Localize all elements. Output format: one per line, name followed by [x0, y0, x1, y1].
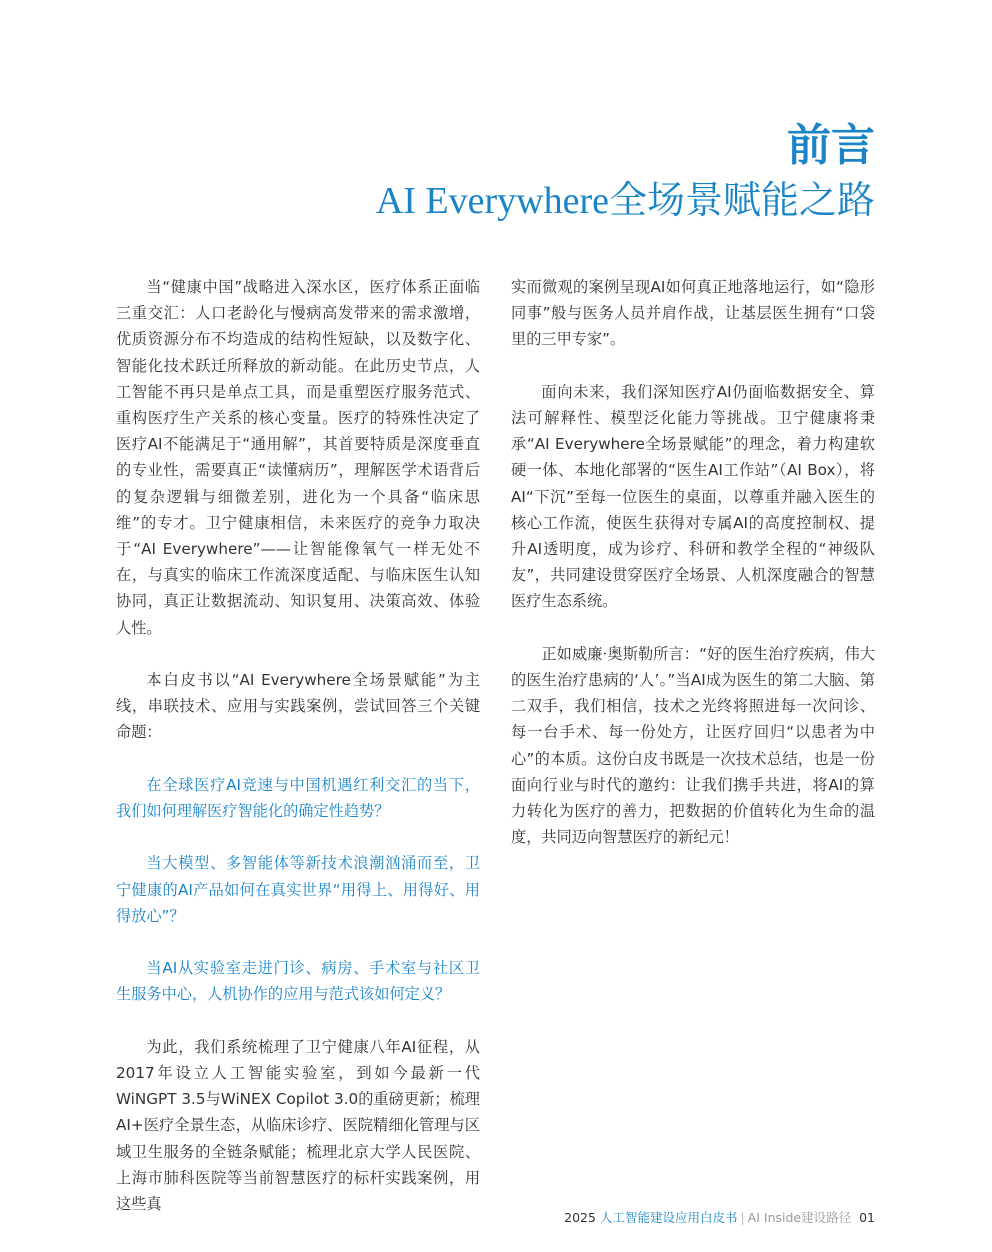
paragraph-future: 面向未来，我们深知医疗AI仍面临数据安全、算法可解释性、模型泛化能力等挑战。卫宁健康将秉承“AI Everywhere全场景赋能”的理念，着力构建软硬一体、本地化部署的“医生AI工作站”（AI Box），将AI“下沉”至每一位医生的桌面，以尊重并融入医生的核心工作流，使医生获得对专属AI的高度控制权、提升AI透明度，成为诊疗、科研和教学全程的“神级队友”，共同建设贯穿医疗全场景、人机深度融合的智慧医疗生态系统。: [511, 382, 875, 611]
paragraph-intro: 当“健康中国”战略进入深水区，医疗体系正面临三重交汇：人口老龄化与慢病高发带来的需求激增，优质资源分布不均造成的结构性短缺，以及数字化、智能化技术跃迁所释放的新动能。在此历史节点，人工智能不再只是单点工具，而是重塑医疗服务范式、重构医疗生产关系的核心变量。医疗的特殊性决定了医疗AI不能满足于“通用解”，其首要特质是深度垂直的专业性，需要真正“读懂病历”，理解医学术语背后的复杂逻辑与细微差别，进化为一个具备“临床思维”的专才。卫宁健康相信，未来医疗的竞争力取决于“AI Everywhere”——让智能像氧气一样无处不在，与真实的临床工作流深度适配、与临床医生认知协同，真正让数据流动、知识复用、决策高效、体验人性。: [116, 278, 480, 637]
question-3: 当AI从实验室走进门诊、病房、手术室与社区卫生服务中心，人机协作的应用与范式该如何定义？: [116, 959, 480, 1004]
heading-subtitle: AI Everywhere全场景赋能之路: [375, 180, 875, 222]
paragraph-review: 为此，我们系统梳理了卫宁健康八年AI征程，从2017年设立人工智能实验室，到如今最新一代WiNGPT 3.5与WiNEX Copilot 3.0的重磅更新；梳理AI+医疗全景生态，从临床诊疗、医院精细化管理与区域卫生服务的全链条赋能；梳理北京大学人民医院、上海市肺科医院等当前智慧医疗的标杆实践案例，用这些真: [116, 1037, 480, 1214]
footer-subtitle: AI Inside建设路径: [747, 1210, 852, 1225]
question-2: 当大模型、多智能体等新技术浪潮汹涌而至，卫宁健康的AI产品如何在真实世界“用得上、用得好、用得放心”？: [116, 854, 480, 925]
footer-separator: |: [740, 1210, 745, 1225]
left-column: [116, 274, 480, 1243]
page-number: 01: [859, 1210, 875, 1225]
right-column: [511, 274, 875, 877]
heading-title: 前言: [787, 120, 875, 171]
footer-year: 2025: [564, 1210, 596, 1225]
question-1: 在全球医疗AI竞速与中国机遇红利交汇的当下，我们如何理解医疗智能化的确定性趋势？: [116, 775, 480, 821]
paragraph-mainline: 本白皮书以“AI Everywhere全场景赋能”为主线，串联技术、应用与实践案例，尝试回答三个关键命题：: [116, 671, 480, 742]
paragraph-quote: 正如威廉·奥斯勒所言：“好的医生治疗疾病，伟大的医生治疗患病的‘人’。”当AI成为医生的第二大脑、第二双手，我们相信，技术之光终将照进每一次问诊、每一台手术、每一份处方，让医疗回归“以患者为中心”的本质。这份白皮书既是一次技术总结，也是一份面向行业与时代的邀约：让我们携手共进，将AI的算力转化为医疗的善力，把数据的价值转化为生命的温度，共同迈向智慧医疗的新纪元！: [511, 644, 875, 847]
paragraph-review-continued: 实而微观的案例呈现AI如何真正地落地运行，如“隐形同事”般与医务人员并肩作战，让基层医生拥有“口袋里的三甲专家”。: [511, 278, 875, 349]
page-heading: [175, 118, 875, 226]
footer-title: 人工智能建设应用白皮书: [599, 1210, 738, 1225]
page-footer: [564, 1209, 875, 1227]
